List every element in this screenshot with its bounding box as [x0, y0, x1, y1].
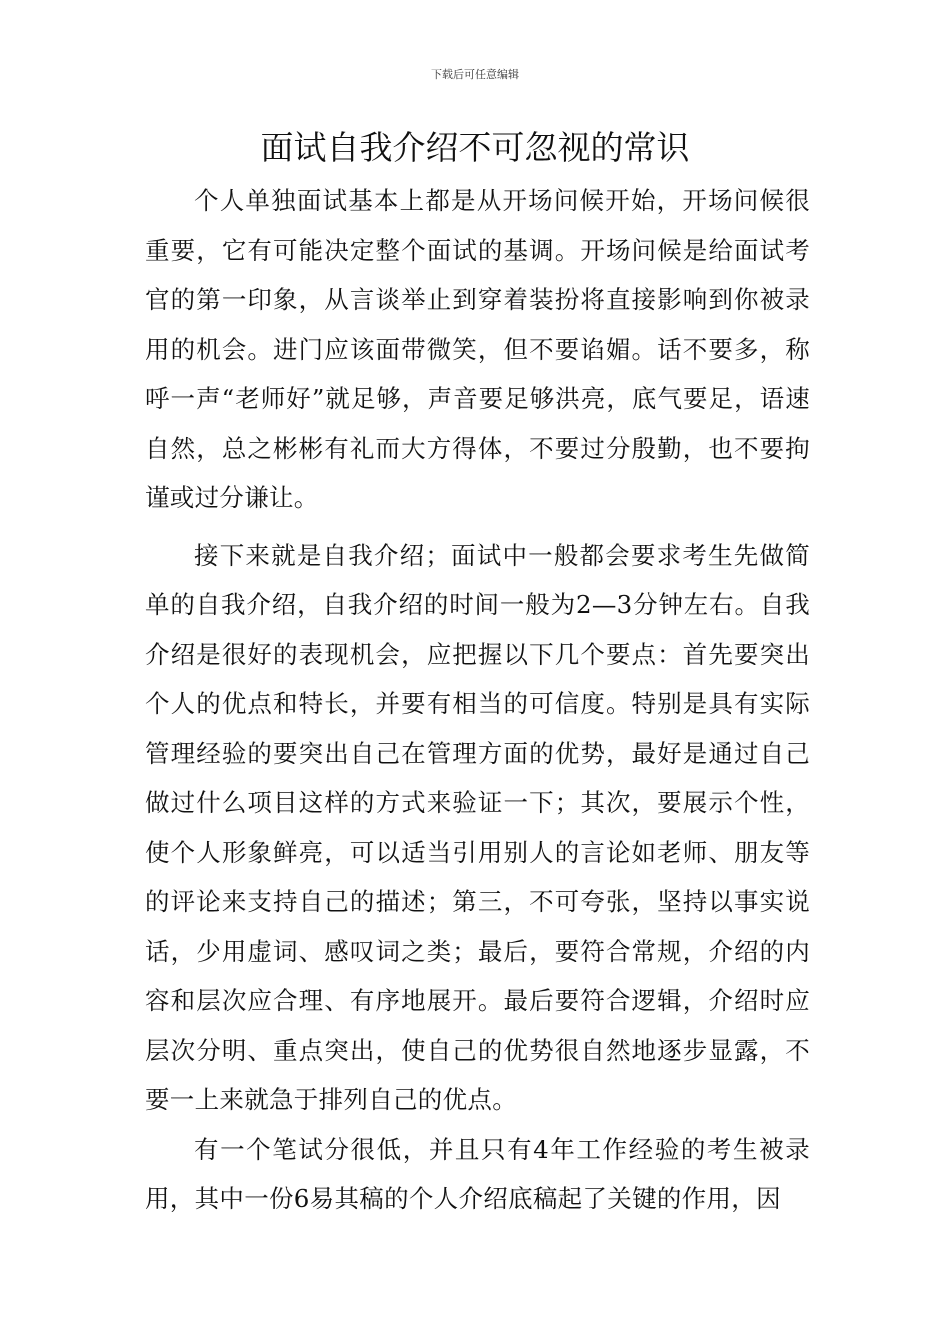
paragraph-example: 有一个笔试分很低，并且只有4年工作经验的考生被录用，其中一份6易其稿的个人介绍底稿起了关键的作用，因 [145, 1134, 810, 1213]
paragraph-self-introduction: 接下来就是自我介绍；面试中一般都会要求考生先做简单的自我介绍，自我介绍的时间一般为2—3分钟左右。自我介绍是很好的表现机会，应把握以下几个要点：首先要突出个人的优点和特长，并要有相当的可信度。特别是具有实际管理经验的要突出自己在管理方面的优势，最好是通过自己做过什么项目这样的方式来验证一下；其次，要展示个性，使个人形象鲜亮，可以适当引用别人的言论如老师、朋友等的评论来支持自己的描述；第三，不可夸张，坚持以事实说话，少用虚词、感叹词之类；最后，要符合常规，介绍的内容和层次应合理、有序地展开。最后要符合逻辑，介绍时应层次分明、重点突出，使自己的优势很自然地逐步显露，不要一上来就急于排列自己的优点。 [145, 540, 810, 1114]
paragraph-opening-greeting: 个人单独面试基本上都是从开场问候开始，开场问候很重要，它有可能决定整个面试的基调。开场问候是给面试考官的第一印象，从言谈举止到穿着装扮将直接影响到你被录用的机会。进门应该面带微笑，但不要谄媚。话不要多，称呼一声“老师好”就足够，声音要足够洪亮，底气要足，语速自然，总之彬彬有礼而大方得体，不要过分殷勤，也不要拘谨或过分谦让。 [145, 186, 810, 512]
header-note: 下载后可任意编辑 [431, 68, 519, 81]
document-title: 面试自我介绍不可忽视的常识 [260, 128, 690, 167]
document-body [145, 176, 810, 1224]
